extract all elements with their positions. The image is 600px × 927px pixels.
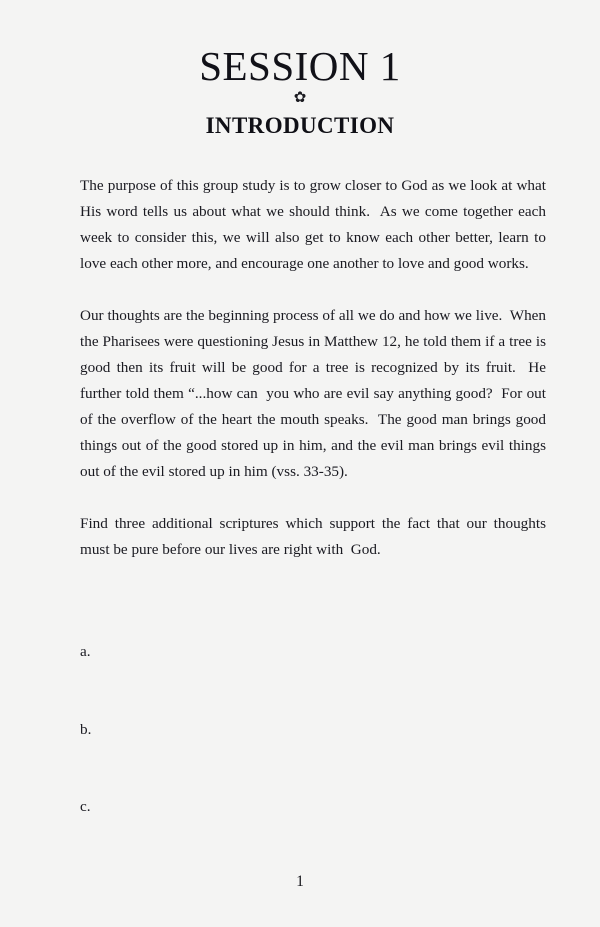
answer-item-c[interactable]: c.	[80, 798, 91, 815]
body-paragraph: The purpose of this group study is to grow closer to God as we look at what His word tells us about what we should think. As we come together each week to consider this, we will also get to know each other better, learn to love each other more, and encourage one another to love and good works.	[80, 177, 550, 272]
section-subtitle: INTRODUCTION	[205, 113, 395, 138]
body-text-column	[80, 173, 550, 563]
body-paragraph: Find three additional scriptures which support the fact that our thoughts must be pure before our lives are right with God.	[80, 515, 550, 558]
answer-item-b[interactable]: b.	[80, 720, 92, 738]
answer-list	[80, 639, 546, 872]
page-heading-block	[0, 44, 600, 139]
floral-rosette-ornament-icon: ✿	[293, 90, 307, 106]
body-paragraph: Our thoughts are the beginning process of all we do and how we live. When the Pharisees were questioning Jesus in Matthew 12, he told them if a tree is good then its fruit will be good for a tree is recognized by its fruit. He further told them “...how can you who are evil say anything good? For out of the overflow of the heart the mouth speaks. The good man brings good things out of the good stored up in him, and the evil man brings evil things out of the evil stored up in him (vss. 33-35).	[80, 307, 550, 480]
page-title: SESSION 1	[199, 43, 401, 89]
answer-item-a[interactable]: a.	[80, 643, 91, 660]
page-number: 1	[296, 873, 304, 890]
